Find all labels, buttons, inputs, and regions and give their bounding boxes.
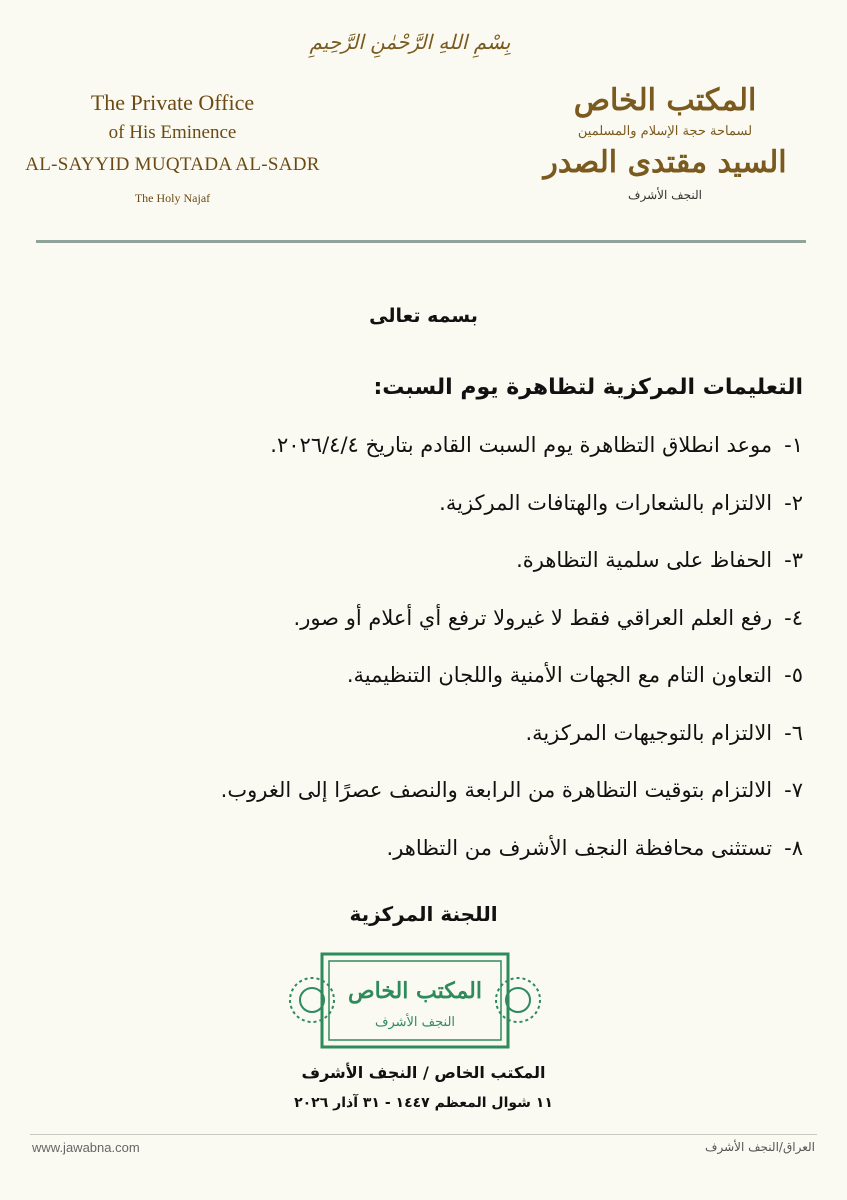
seal-caption: المكتب الخاص / النجف الأشرف bbox=[301, 1063, 546, 1082]
office-subtitle-en: of His Eminence bbox=[108, 122, 237, 143]
list-item bbox=[83, 428, 803, 486]
signatory: اللجنة المركزية bbox=[349, 902, 498, 926]
instructions-heading: التعليمات المركزية لتظاهرة يوم السبت: bbox=[373, 375, 803, 400]
english-letterhead bbox=[0, 88, 345, 214]
office-subtitle-ar: لسماحة حجة الإسلام والمسلمين bbox=[577, 124, 753, 139]
item-text: رفع العلم العراقي فقط لا غيرولا ترفع أي أعلام أو صور. bbox=[293, 605, 773, 630]
item-text: موعد انطلاق التظاهرة يوم السبت القادم بتاريخ ٢٠٢٦/٤/٤. bbox=[270, 433, 773, 457]
document-date: ١١ شوال المعظم ١٤٤٧ - ٣١ آذار ٢٠٢٦ bbox=[294, 1095, 553, 1111]
item-number: ٢- bbox=[784, 490, 803, 515]
basmala-header: بِسْمِ اللهِ الرَّحْمٰنِ الرَّحِيمِ bbox=[309, 30, 511, 54]
item-text: الالتزام بالتوجيهات المركزية. bbox=[525, 720, 773, 745]
seal-line1: المكتب الخاص bbox=[348, 978, 482, 1004]
header-divider bbox=[36, 240, 806, 243]
item-number: ١- bbox=[784, 433, 803, 457]
office-title-ar: المكتب الخاص bbox=[573, 83, 757, 118]
item-number: ٥- bbox=[784, 663, 803, 687]
list-item bbox=[83, 773, 803, 831]
list-item bbox=[83, 486, 803, 544]
item-text: الالتزام بتوقيت التظاهرة من الرابعة والنصف عصرًا إلى الغروب. bbox=[220, 778, 773, 802]
opening-invocation: بسمه تعالى bbox=[369, 305, 478, 327]
footer-location: العراق/النجف الأشرف bbox=[705, 1140, 815, 1154]
instructions-list bbox=[83, 428, 803, 888]
item-number: ٣- bbox=[784, 548, 803, 572]
list-item bbox=[83, 543, 803, 601]
arabic-letterhead bbox=[540, 80, 790, 206]
item-text: الالتزام بالشعارات والهتافات المركزية. bbox=[439, 490, 773, 515]
item-text: تستثنى محافظة النجف الأشرف من التظاهر. bbox=[386, 835, 773, 860]
footer-divider bbox=[30, 1134, 817, 1135]
office-title-en: The Private Office bbox=[90, 90, 255, 115]
list-item bbox=[83, 831, 803, 889]
item-text: الحفاظ على سلمية التظاهرة. bbox=[516, 548, 773, 572]
office-name-ar: السيد مقتدى الصدر bbox=[543, 145, 787, 180]
item-number: ٧- bbox=[784, 778, 803, 802]
list-item bbox=[83, 716, 803, 774]
item-number: ٦- bbox=[784, 720, 803, 745]
list-item bbox=[83, 601, 803, 659]
office-city-ar: النجف الأشرف bbox=[628, 188, 702, 202]
item-text: التعاون التام مع الجهات الأمنية واللجان التنظيمية. bbox=[346, 663, 773, 687]
list-item bbox=[83, 658, 803, 716]
website-link[interactable]: www.jawabna.com bbox=[32, 1140, 140, 1155]
item-number: ٤- bbox=[784, 605, 803, 630]
official-seal bbox=[280, 948, 550, 1053]
office-city-en: The Holy Najaf bbox=[134, 191, 211, 205]
item-number: ٨- bbox=[784, 835, 803, 860]
office-name-en: AL-SAYYID MUQTADA AL-SADR bbox=[25, 154, 320, 175]
seal-line2: النجف الأشرف bbox=[374, 1015, 456, 1030]
